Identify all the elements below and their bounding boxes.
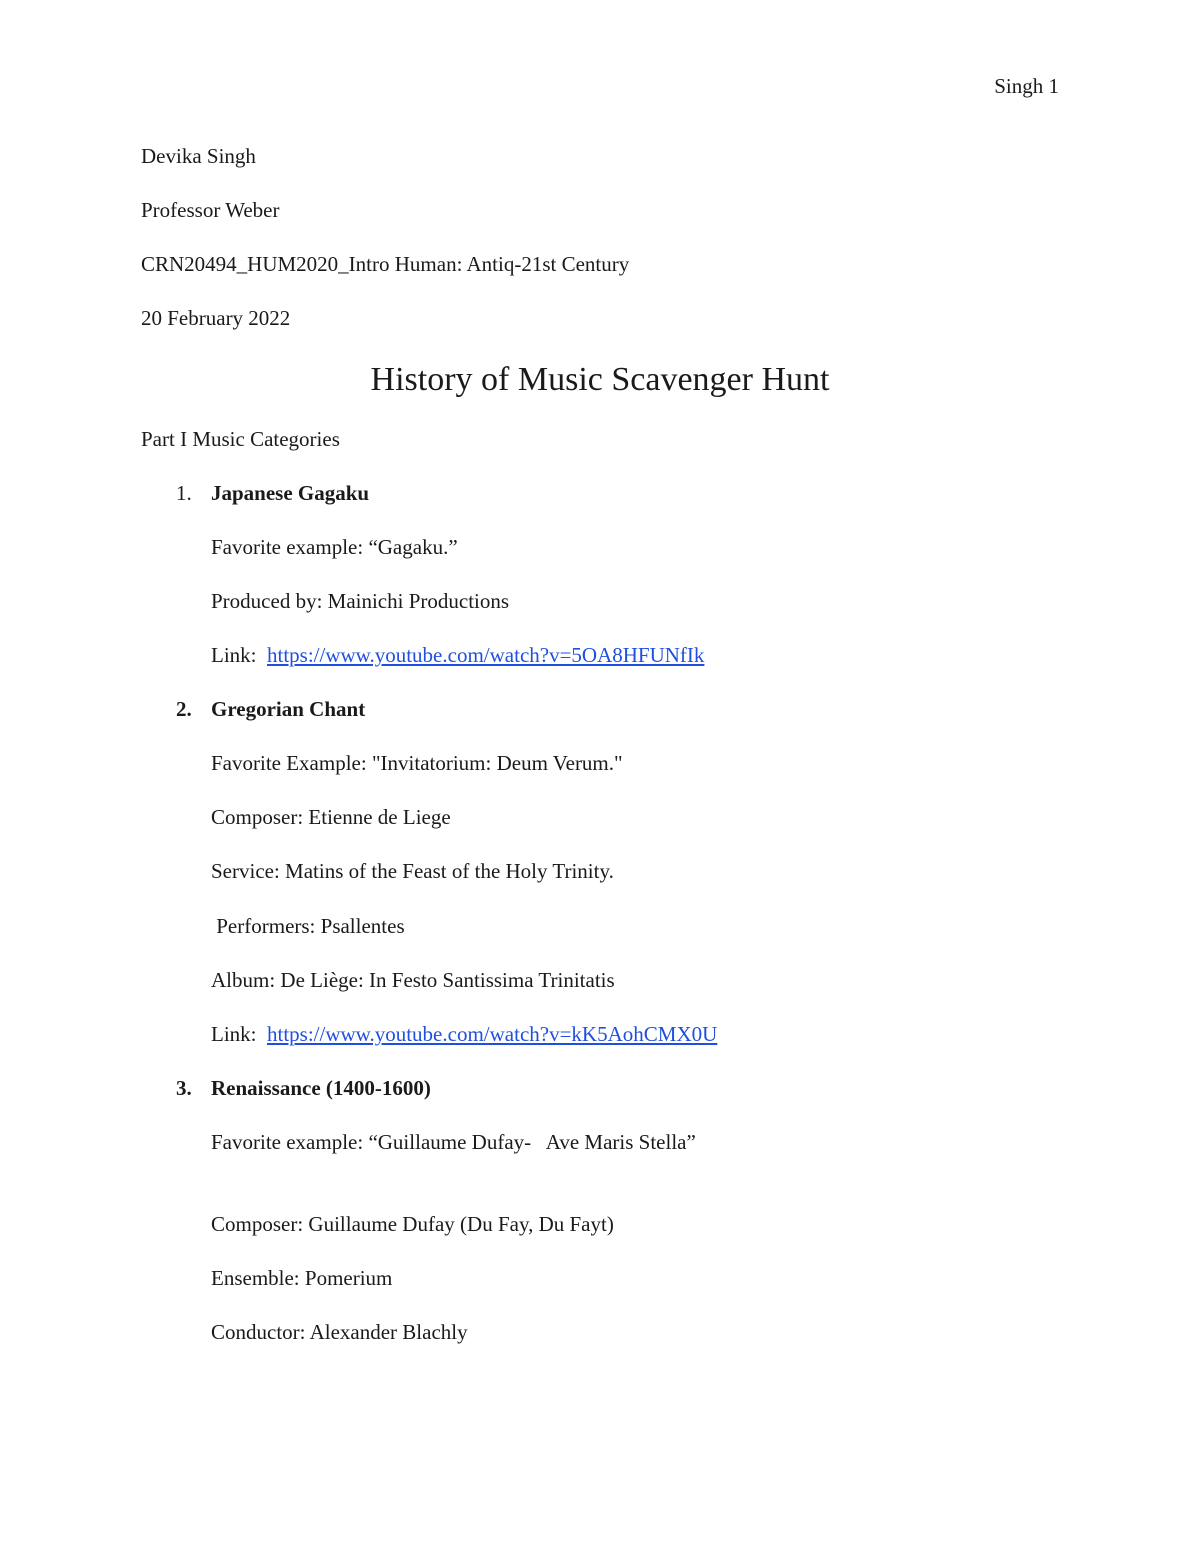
link-label: Link: bbox=[211, 643, 257, 667]
student-name: Devika Singh bbox=[141, 144, 256, 168]
item-detail-line: Performers: Psallentes bbox=[211, 914, 405, 938]
youtube-link[interactable]: https://www.youtube.com/watch?v=kK5AohCMX0U bbox=[267, 1022, 718, 1046]
item-detail-line: Favorite example: “Gagaku.” bbox=[211, 535, 458, 559]
youtube-link[interactable]: https://www.youtube.com/watch?v=5OA8HFUNfIk bbox=[267, 643, 705, 667]
document-title: History of Music Scavenger Hunt bbox=[370, 361, 830, 398]
list-item-title: Gregorian Chant bbox=[211, 697, 366, 721]
item-detail-line: Service: Matins of the Feast of the Holy Trinity. bbox=[211, 859, 614, 883]
item-detail-line: Composer: Guillaume Dufay (Du Fay, Du Fayt) bbox=[211, 1212, 614, 1236]
list-item-number: 2. bbox=[176, 697, 192, 721]
item-detail-line: Produced by: Mainichi Productions bbox=[211, 589, 510, 613]
item-detail-line: Ensemble: Pomerium bbox=[211, 1266, 393, 1290]
list-item-title: Renaissance (1400-1600) bbox=[211, 1076, 431, 1100]
professor-name: Professor Weber bbox=[141, 198, 280, 222]
item-detail-line: Favorite Example: "Invitatorium: Deum Verum." bbox=[211, 751, 623, 775]
document-date: 20 February 2022 bbox=[141, 306, 291, 330]
part-heading: Part I Music Categories bbox=[141, 427, 340, 451]
item-detail-line: Conductor: Alexander Blachly bbox=[211, 1320, 468, 1344]
item-detail-line: Album: De Liège: In Festo Santissima Trinitatis bbox=[211, 968, 615, 992]
list-item-title: Japanese Gagaku bbox=[211, 481, 370, 505]
item-detail-line: Favorite example: “Guillaume Dufay- Ave Maris Stella” bbox=[211, 1130, 696, 1154]
page-header-label: Singh 1 bbox=[994, 74, 1059, 98]
item-detail-line: Composer: Etienne de Liege bbox=[211, 805, 451, 829]
list-item-number: 1. bbox=[176, 481, 192, 505]
list-item-number: 3. bbox=[176, 1076, 192, 1100]
course-name: CRN20494_HUM2020_Intro Human: Antiq-21st Century bbox=[141, 252, 630, 276]
link-label: Link: bbox=[211, 1022, 257, 1046]
item-link-row bbox=[211, 1024, 717, 1045]
item-link-row bbox=[211, 645, 704, 666]
